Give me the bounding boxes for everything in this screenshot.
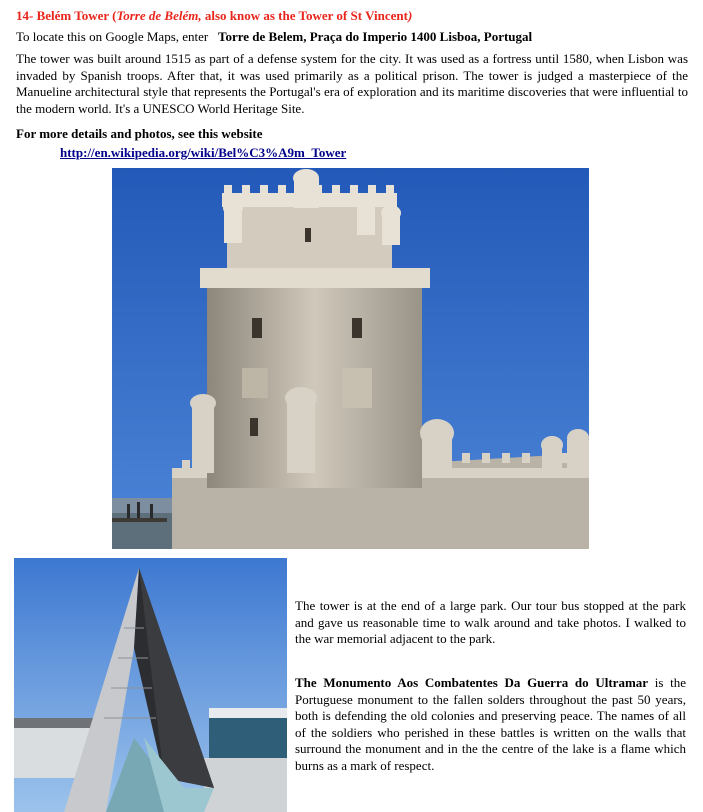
monument-text: is the Portuguese monument to the fallen solders throughout the past 50 years, both is defending the old colonies and preserving peace. The names of all of the soldiers who perished in these battles is written on the walls that surround the monument and in the the centre of the lake is a flame which burns as a mark of respect.: [295, 675, 686, 773]
heading-italic: Torre de Belém,: [116, 8, 202, 23]
park-paragraph: The tower is at the end of a large park. Our tour bus stopped at the park and gave us reasonable time to walk around and take photos. I walked to the war memorial adjacent to the park.: [295, 598, 686, 646]
wikipedia-link[interactable]: http://en.wikipedia.org/wiki/Bel%C3%A9m_Tower: [60, 145, 347, 160]
section-heading: [16, 8, 412, 24]
heading-close: ): [407, 8, 413, 23]
locate-prefix: To locate this on Google Maps, enter: [16, 29, 209, 44]
heading-number: 14- Belém Tower (: [16, 8, 117, 23]
heading-rest: also know as the Tower of St Vincent: [201, 8, 408, 23]
monument-title: The Monumento Aos Combatentes Da Guerra do Ultramar: [295, 675, 649, 690]
war-memorial-photo: [14, 558, 287, 812]
belem-tower-photo: [112, 168, 589, 549]
monument-paragraph: [295, 675, 686, 774]
locate-line: [16, 29, 532, 45]
more-details-label: For more details and photos, see this website: [16, 126, 263, 141]
locate-address: Torre de Belem, Praça do Imperio 1400 Lisboa, Portugal: [218, 29, 533, 44]
intro-paragraph: The tower was built around 1515 as part of a defense system for the city. It was used as a fortress until 1580, when Lisbon was invaded by Spanish troops. After that, it was used primarily as a political prison. The tower is judged a masterpiece of the Manueline architectural style that represents the Portugal's era of exploration and its maritime discoveries that were influential to the modern world. It's a UNESCO World Heritage Site.: [16, 51, 688, 116]
